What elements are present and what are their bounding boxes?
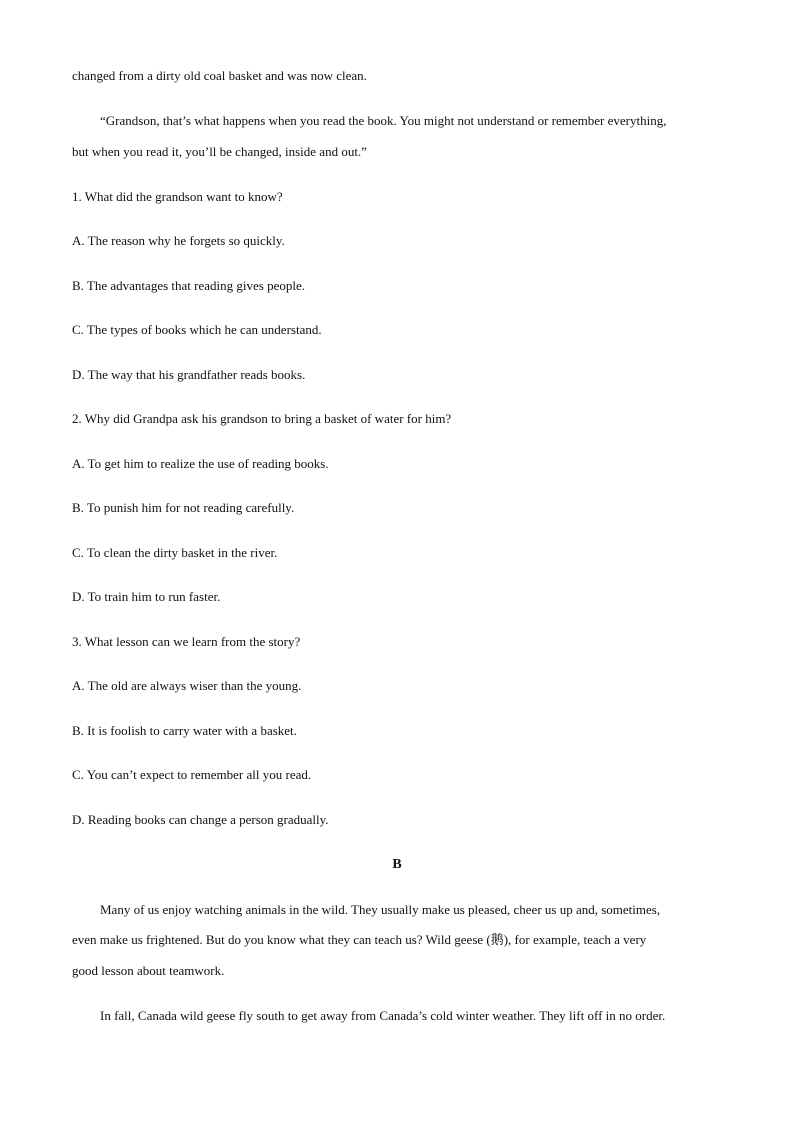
question-2-option-b: B. To punish him for not reading carefully.: [72, 500, 295, 515]
grandpa-quote-line-2: but when you read it, you’ll be changed, inside and out.”: [72, 144, 367, 159]
question-1-option-b: B. The advantages that reading gives people.: [72, 278, 305, 293]
section-b-paragraph-1-line-3: good lesson about teamwork.: [72, 963, 225, 978]
question-3-stem: 3. What lesson can we learn from the story?: [72, 634, 301, 649]
section-b-paragraph-1-line-2: even make us frightened. But do you know what they can teach us? Wild geese (鹅), for example, teach a very: [72, 932, 647, 947]
question-1-option-c: C. The types of books which he can understand.: [72, 322, 322, 337]
question-2-stem: 2. Why did Grandpa ask his grandson to bring a basket of water for him?: [72, 411, 452, 426]
question-1-option-a: A. The reason why he forgets so quickly.: [72, 233, 285, 248]
section-b-paragraph-2-line-1: In fall, Canada wild geese fly south to get away from Canada’s cold winter weather. They lift off in no order.: [100, 1008, 666, 1023]
question-1-option-d: D. The way that his grandfather reads books.: [72, 367, 306, 382]
question-2-option-d: D. To train him to run faster.: [72, 589, 221, 604]
grandpa-quote-line-1: “Grandson, that’s what happens when you read the book. You might not understand or remember everything,: [100, 113, 667, 128]
question-3-option-c: C. You can’t expect to remember all you read.: [72, 767, 312, 782]
question-3-option-b: B. It is foolish to carry water with a basket.: [72, 723, 297, 738]
passage-a-closing-line: changed from a dirty old coal basket and was now clean.: [72, 68, 367, 83]
question-2-option-c: C. To clean the dirty basket in the river.: [72, 545, 278, 560]
question-1-stem: 1. What did the grandson want to know?: [72, 189, 283, 204]
question-3-option-d: D. Reading books can change a person gradually.: [72, 812, 329, 827]
question-3-option-a: A. The old are always wiser than the young.: [72, 678, 302, 693]
section-b-paragraph-1-line-1: Many of us enjoy watching animals in the wild. They usually make us pleased, cheer us up and, sometimes,: [100, 902, 661, 917]
question-2-option-a: A. To get him to realize the use of reading books.: [72, 456, 329, 471]
section-b-heading: B: [392, 857, 402, 872]
